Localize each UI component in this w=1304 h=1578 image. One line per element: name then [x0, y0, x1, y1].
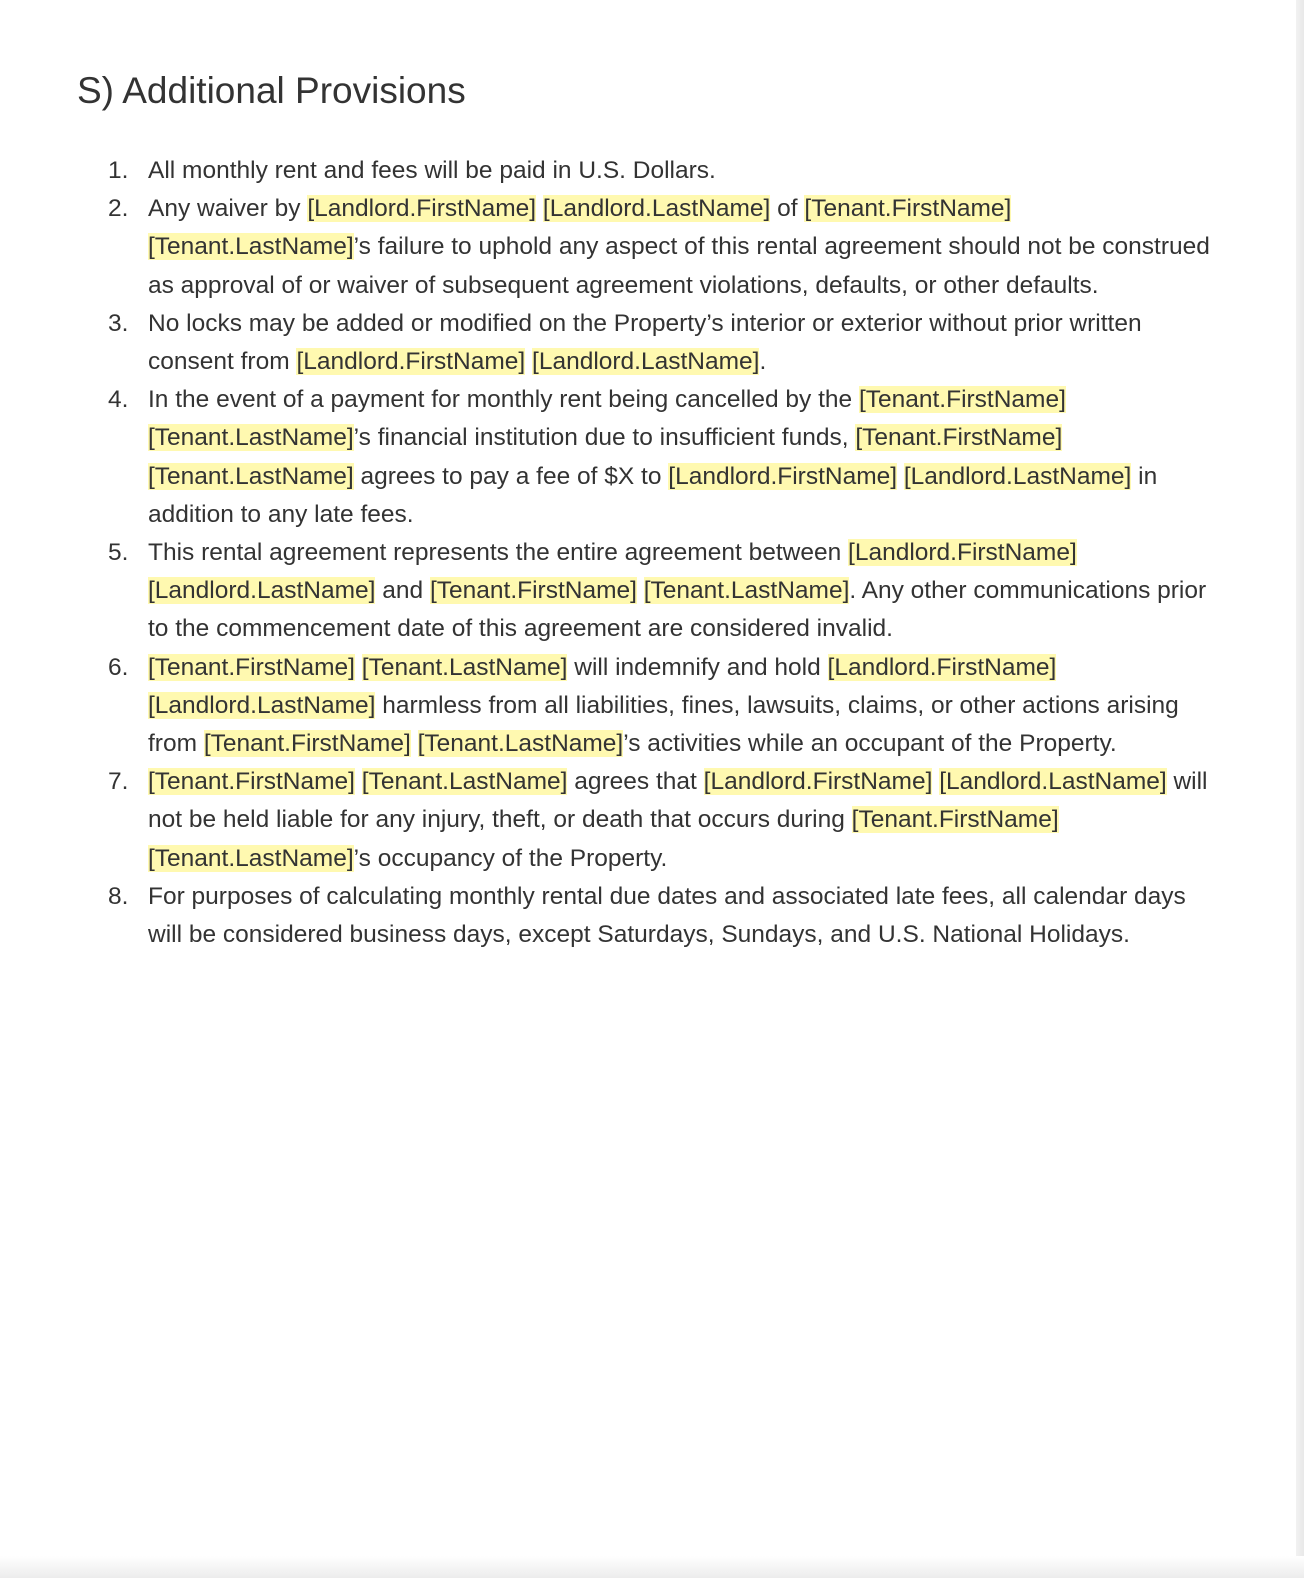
provision-text: ’s occupancy of the Property.	[353, 844, 668, 872]
placeholder-field: [Tenant.LastName]	[148, 844, 354, 872]
provision-text: will not be held liable for any injury, theft, or death that occurs during	[148, 768, 1208, 834]
page-bottom-shadow	[0, 1556, 1304, 1578]
provision-text: agrees that	[567, 768, 704, 796]
provision-text: All monthly rent and fees will be paid in U.S. Dollars.	[148, 157, 716, 184]
provision-number: 6.	[108, 653, 129, 681]
provision-text: and	[375, 577, 430, 605]
provision-text: Any waiver by	[148, 195, 308, 223]
placeholder-field: [Tenant.FirstName]	[851, 806, 1059, 834]
provision-text: ’s financial institution due to insufficient funds,	[353, 424, 856, 452]
provision-number: 5.	[108, 539, 129, 567]
placeholder-field: [Tenant.FirstName]	[858, 386, 1066, 414]
provision-text: ’s failure to uphold any aspect of this rental agreement should not be construed as approval of or waiver of subsequent agreement violations, defaults, or other defaults.	[148, 233, 1210, 299]
provision-text: For purposes of calculating monthly rental due dates and associated late fees, all calendar days will be considered business days, except Saturdays, Sundays, and U.S. National Holidays.	[148, 882, 1186, 949]
provision-text: of	[770, 195, 805, 223]
provision-text: .	[759, 348, 767, 376]
provision-number: 3.	[108, 309, 129, 337]
provision-text	[536, 195, 543, 222]
placeholder-field: [Tenant.LastName]	[361, 653, 568, 681]
provision-number: 1.	[108, 157, 129, 184]
placeholder-field: [Landlord.FirstName]	[668, 462, 898, 490]
placeholder-field: [Tenant.FirstName]	[855, 424, 1063, 452]
placeholder-field: [Tenant.FirstName]	[148, 768, 355, 796]
provision-text: No locks may be added or modified on the Property’s interior or exterior without prior written consent from	[148, 309, 1142, 376]
provision-text: agrees to pay a fee of $X to	[353, 462, 669, 490]
provision-item	[0, 152, 1296, 190]
placeholder-field: [Landlord.FirstName]	[307, 195, 537, 223]
provision-number: 8.	[108, 882, 129, 910]
provision-text	[897, 463, 904, 490]
placeholder-field: [Tenant.FirstName]	[804, 195, 1012, 223]
provision-text: In the event of a payment for monthly rent being cancelled by the	[148, 386, 859, 414]
provision-item	[0, 305, 1296, 381]
placeholder-field: [Tenant.LastName]	[643, 577, 850, 605]
provision-text	[355, 768, 362, 795]
provision-text	[637, 577, 644, 604]
provision-item	[0, 381, 1296, 534]
provision-text: will indemnify and hold	[567, 653, 828, 681]
scrollbar-track	[1296, 0, 1304, 1578]
placeholder-field: [Tenant.FirstName]	[148, 653, 355, 681]
placeholder-field: [Tenant.LastName]	[148, 424, 354, 452]
provision-number: 4.	[108, 386, 129, 414]
provision-item	[0, 534, 1296, 649]
provision-item	[0, 190, 1296, 305]
placeholder-field: [Landlord.FirstName]	[703, 768, 933, 796]
placeholder-field: [Landlord.LastName]	[903, 462, 1132, 490]
provision-text: . Any other communications prior to the commencement date of this agreement are considered invalid.	[148, 577, 1207, 643]
placeholder-field: [Landlord.FirstName]	[827, 653, 1057, 681]
provisions-list	[0, 152, 1296, 954]
placeholder-field: [Landlord.LastName]	[939, 768, 1167, 796]
placeholder-field: [Landlord.FirstName]	[296, 348, 526, 376]
provision-text	[525, 348, 532, 375]
placeholder-field: [Tenant.LastName]	[417, 730, 624, 758]
provision-item	[0, 763, 1296, 878]
provision-number: 7.	[108, 768, 129, 796]
placeholder-field: [Tenant.LastName]	[148, 462, 354, 490]
placeholder-field: [Landlord.LastName]	[148, 691, 376, 719]
placeholder-field: [Tenant.LastName]	[148, 233, 354, 261]
placeholder-field: [Tenant.FirstName]	[429, 577, 637, 605]
provision-text: ’s activities while an occupant of the Property.	[623, 730, 1117, 758]
placeholder-field: [Landlord.LastName]	[542, 195, 771, 223]
provision-text	[411, 730, 418, 757]
placeholder-field: [Landlord.LastName]	[532, 348, 760, 376]
provision-text: in addition to any late fees.	[148, 462, 1158, 528]
section-title: S) Additional Provisions	[77, 70, 466, 111]
provision-text: harmless from all liabilities, fines, lawsuits, claims, or other actions arising from	[148, 691, 1179, 758]
provision-text	[355, 654, 362, 681]
provision-item	[0, 649, 1296, 764]
placeholder-field: [Tenant.LastName]	[361, 768, 568, 796]
provision-text: This rental agreement represents the entire agreement between	[148, 539, 849, 567]
placeholder-field: [Tenant.FirstName]	[203, 730, 411, 758]
provision-number: 2.	[108, 195, 129, 223]
provision-item	[0, 878, 1296, 954]
placeholder-field: [Landlord.FirstName]	[848, 539, 1077, 567]
placeholder-field: [Landlord.LastName]	[148, 577, 376, 605]
